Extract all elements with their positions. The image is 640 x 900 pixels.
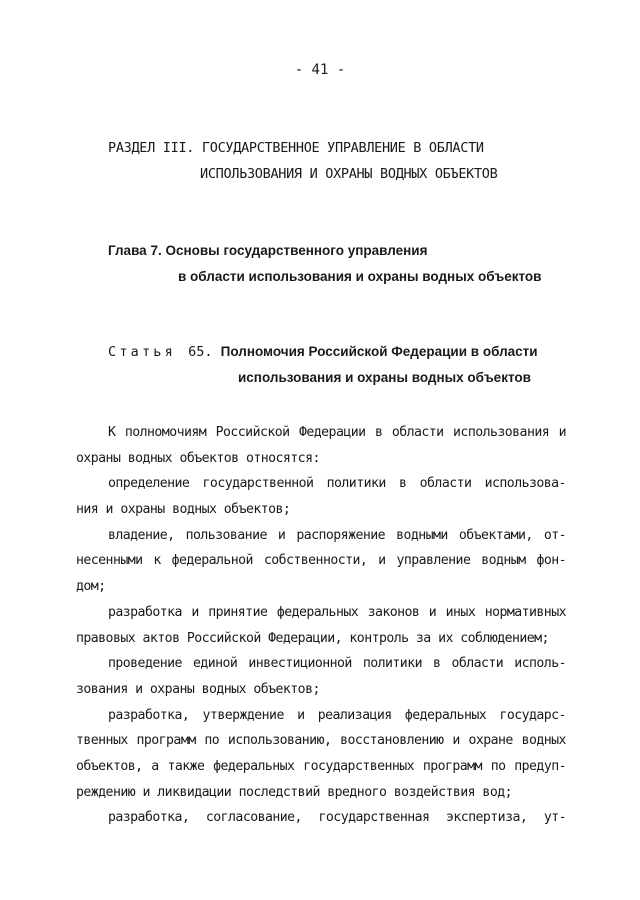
article-title-line-1: Полномочия Российской Федерации в области [220, 344, 538, 359]
article-number: 65. [188, 344, 213, 360]
body-line: разработка, согласование, государственная экспертиза, ут- [108, 810, 566, 826]
body-line: ния и охраны водных объектов; [76, 502, 291, 518]
article-heading-line-1 [108, 344, 538, 360]
chapter-heading-line-2: в области использования и охраны водных объектов [178, 269, 542, 284]
body-line: определение государственной политики в области использова- [108, 476, 566, 492]
body-line: дом; [76, 579, 106, 595]
chapter-heading-line-1: Глава 7. Основы государственного управления [108, 243, 428, 258]
body-line: владение, пользование и распоряжение водными объектами, от- [108, 527, 566, 543]
body-line: реждению и ликвидации последствий вредного воздействия вод; [76, 784, 512, 800]
body-line: несенными к федеральной собственности, и управление водным фон- [76, 553, 566, 569]
body-line: разработка и принятие федеральных законов и иных нормативных [108, 604, 566, 620]
body-line: охраны водных объектов относятся: [76, 450, 320, 466]
section-heading-line-2: ИСПОЛЬЗОВАНИЯ И ОХРАНЫ ВОДНЫХ ОБЪЕКТОВ [200, 166, 498, 182]
body-line: зования и охраны водных объектов; [76, 681, 320, 697]
page-number: - 41 - [294, 62, 346, 78]
body-line: твенных программ по использованию, восстановлению и охране водных [76, 733, 566, 749]
article-title-line-2: использования и охраны водных объектов [238, 370, 531, 385]
section-heading-line-1: РАЗДЕЛ III. ГОСУДАРСТВЕННОЕ УПРАВЛЕНИЕ В ОБЛАСТИ [108, 140, 484, 156]
body-line: разработка, утверждение и реализация федеральных государс- [108, 707, 566, 723]
body-line: правовых актов Российской Федерации, контроль за их соблюдением; [76, 630, 549, 646]
body-line: проведение единой инвестиционной политики в области исполь- [108, 656, 566, 672]
body-line: К полномочиям Российской Федерации в области использования и [108, 425, 566, 440]
article-prefix: Статья [108, 344, 176, 360]
body-line: объектов, а также федеральных государственных программ по предуп- [76, 758, 566, 774]
body-text [76, 420, 566, 831]
